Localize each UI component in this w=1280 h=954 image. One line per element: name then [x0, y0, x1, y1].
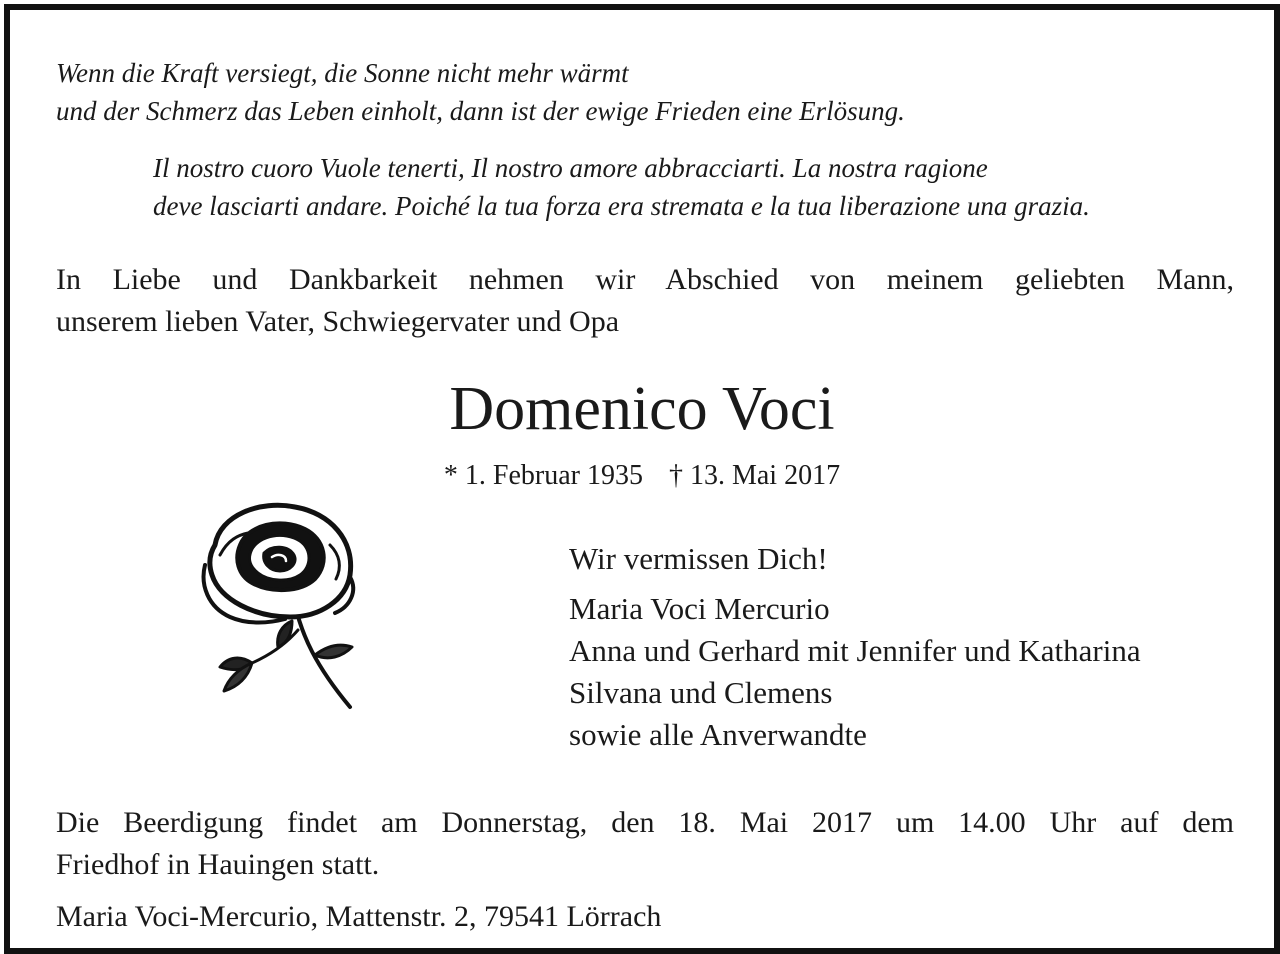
intro-line-2: unserem lieben Vater, Schwiegervater und Opa — [56, 305, 620, 338]
deceased-name: Domenico Voci — [449, 375, 835, 443]
life-dates — [10, 459, 1274, 493]
obituary-notice — [4, 4, 1280, 954]
death-date: † 13. Mai 2017 — [668, 460, 841, 491]
poem-italian — [153, 149, 1090, 225]
birth-date: * 1. Februar 1935 — [443, 460, 643, 491]
signer-name: Maria Voci Mercurio — [569, 591, 830, 626]
funeral-text — [56, 802, 1234, 886]
intro-text — [56, 259, 1234, 343]
signers-heading: Wir vermissen Dich! — [569, 541, 828, 576]
intro-line-1: In Liebe und Dankbarkeit nehmen wir Abschied von meinem geliebten Mann, — [56, 263, 1234, 296]
rose-icon — [190, 495, 365, 715]
funeral-line-1: Die Beerdigung findet am Donnerstag, den 18. Mai 2017 um 14.00 Uhr auf dem — [56, 806, 1234, 839]
signer-name: Anna und Gerhard mit Jennifer und Katharina — [569, 633, 1141, 668]
signer-name: Silvana und Clemens — [569, 675, 833, 710]
poem-german-line-1: Wenn die Kraft versiegt, die Sonne nicht mehr wärmt — [56, 58, 629, 88]
signers-block — [569, 538, 1141, 756]
contact-address: Maria Voci-Mercurio, Mattenstr. 2, 79541 Lörrach — [56, 900, 662, 933]
poem-german — [56, 54, 905, 130]
poem-italian-line-1: Il nostro cuoro Vuole tenerti, Il nostro amore abbracciarti. La nostra ragione — [153, 153, 988, 183]
poem-italian-line-2: deve lasciarti andare. Poiché la tua forza era stremata e la tua liberazione una grazia. — [153, 191, 1090, 221]
signer-name: sowie alle Anverwandte — [569, 717, 867, 752]
funeral-line-2: Friedhof in Hauingen statt. — [56, 848, 380, 881]
poem-german-line-2: und der Schmerz das Leben einholt, dann ist der ewige Frieden eine Erlösung. — [56, 96, 905, 126]
